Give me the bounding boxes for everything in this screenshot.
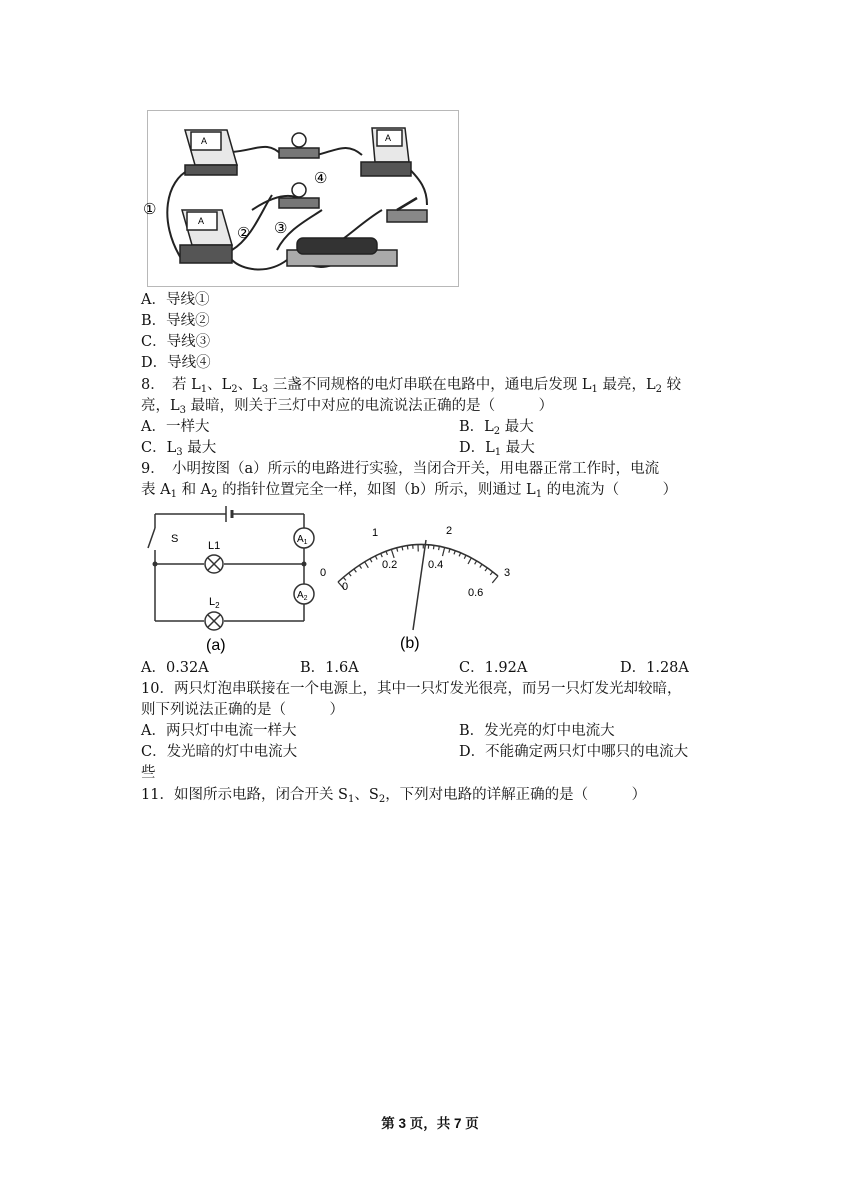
q8-option-b: B．$L_2$ 最大 — [459, 419, 534, 437]
svg-text:A: A — [385, 133, 392, 143]
q10-option-d-continued: 些 — [141, 765, 156, 781]
q7-option-a: A．导线① — [141, 292, 210, 308]
q7-option-b: B．导线② — [141, 313, 210, 329]
svg-text:0: 0 — [342, 581, 349, 593]
svg-text:0.4: 0.4 — [428, 559, 444, 571]
dial-tick — [365, 562, 369, 568]
dial-tick — [464, 555, 466, 559]
dial-tick — [459, 553, 461, 557]
label-wire-1: ① — [143, 200, 157, 218]
battery-holder — [287, 238, 397, 266]
ammeter-bottom-left — [180, 210, 232, 263]
svg-text:3: 3 — [504, 567, 511, 579]
dial-tick — [449, 549, 450, 553]
svg-text:(a): (a) — [206, 637, 226, 654]
dial-needle — [413, 540, 426, 630]
dial-tick — [349, 573, 351, 576]
dial-tick — [354, 569, 356, 572]
svg-text:L2: $L_2$ — [209, 596, 220, 610]
label-wire-3: ③ — [274, 219, 288, 237]
dial-tick — [343, 577, 346, 580]
dial-tick — [480, 564, 482, 567]
dial-tick — [402, 546, 403, 550]
circuit-diagram-a — [140, 500, 330, 655]
q9-stem-line2: 表 $A_1$ 和 $A_2$ 的指针位置完全一样，如图（b）所示，则通过 $L_1$ 的电流为（ ） — [141, 482, 678, 500]
page-footer: 第 3 页，共 7 页 — [381, 1116, 479, 1131]
dial-tick — [485, 568, 487, 571]
q11-stem-line1: 11．如图所示电路，闭合开关 $S_1$、$S_2$，下列对电路的详解正确的是（ ） — [141, 787, 647, 805]
q8-stem-line2: 亮，$L_3$ 最暗，则关于三灯中对应的电流说法正确的是（ ） — [141, 398, 554, 416]
dial-tick — [397, 548, 398, 552]
svg-text:A2: $A_2$ — [297, 590, 308, 602]
q10-option-a: A．两只灯中电流一样大 — [141, 723, 297, 739]
label-wire-2: ② — [237, 224, 251, 242]
q9-option-a: A．0.32A — [141, 660, 209, 676]
dial-tick — [370, 559, 372, 562]
svg-text:1: 1 — [372, 527, 379, 539]
svg-text:A: A — [198, 216, 205, 226]
svg-text:A: A — [201, 136, 208, 146]
circuit-apparatus-figure — [143, 110, 459, 287]
q7-option-d: D．导线④ — [141, 355, 211, 371]
svg-text:S: S — [171, 533, 179, 545]
dial-tick — [386, 551, 387, 555]
q10-stem-line2: 则下列说法正确的是（ ） — [141, 702, 344, 718]
q9-option-c: C．1.92A — [459, 660, 528, 676]
dial-tick — [492, 576, 498, 583]
q9-stem-line1: 9． 小明按图（a）所示的电路进行实验，当闭合开关，用电器正常工作时，电流 — [141, 461, 660, 477]
q10-option-b: B．发光亮的灯中电流大 — [459, 723, 615, 739]
dial-tick — [475, 561, 477, 564]
q7-option-c: C．导线③ — [141, 334, 211, 350]
dial-tick — [454, 551, 455, 555]
label-wire-4: ④ — [314, 169, 328, 187]
bulb-top — [279, 133, 319, 158]
svg-text:0.6: 0.6 — [468, 587, 484, 599]
svg-text:2: 2 — [446, 525, 453, 537]
dial-tick — [442, 547, 444, 556]
svg-text:L1: L1 — [208, 540, 221, 552]
q8-option-c: C．$L_3$ 最大 — [141, 440, 217, 458]
q10-option-d: D．不能确定两只灯中哪只的电流大 — [459, 744, 689, 760]
knife-switch — [387, 198, 427, 222]
dial-tick — [359, 565, 361, 568]
svg-text:0.2: 0.2 — [382, 559, 398, 571]
ammeter-dial-b — [318, 520, 518, 655]
q8-option-a: A．一样大 — [141, 419, 210, 435]
svg-text:(b): (b) — [400, 635, 420, 652]
q8-option-d: D．$L_1$ 最大 — [459, 440, 535, 458]
dial-tick — [381, 553, 383, 557]
dial-tick — [433, 545, 434, 549]
q10-option-c: C．发光暗的灯中电流大 — [141, 744, 298, 760]
ammeter-top-left — [185, 130, 237, 175]
dial-tick — [375, 556, 377, 560]
q9-option-d: D．1.28A — [620, 660, 689, 676]
svg-text:0: 0 — [320, 567, 327, 579]
q9-option-b: B．1.6A — [300, 660, 359, 676]
dial-tick — [490, 572, 492, 575]
svg-text:A1: $A_1$ — [297, 534, 308, 546]
dial-tick — [391, 549, 394, 558]
q10-stem-line1: 10．两只灯泡串联接在一个电源上，其中一只灯发光很亮，而另一只灯发光却较暗， — [141, 681, 682, 697]
dial-tick — [439, 546, 440, 550]
dial-tick — [468, 558, 471, 564]
q8-stem-line1: 8． 若 $L_1$、$L_2$、$L_3$ 三盏不同规格的电灯串联在电路中，通电后发现 $L_1$ 最亮，$L_2$ 较 — [141, 377, 682, 395]
dial-tick — [407, 546, 408, 550]
